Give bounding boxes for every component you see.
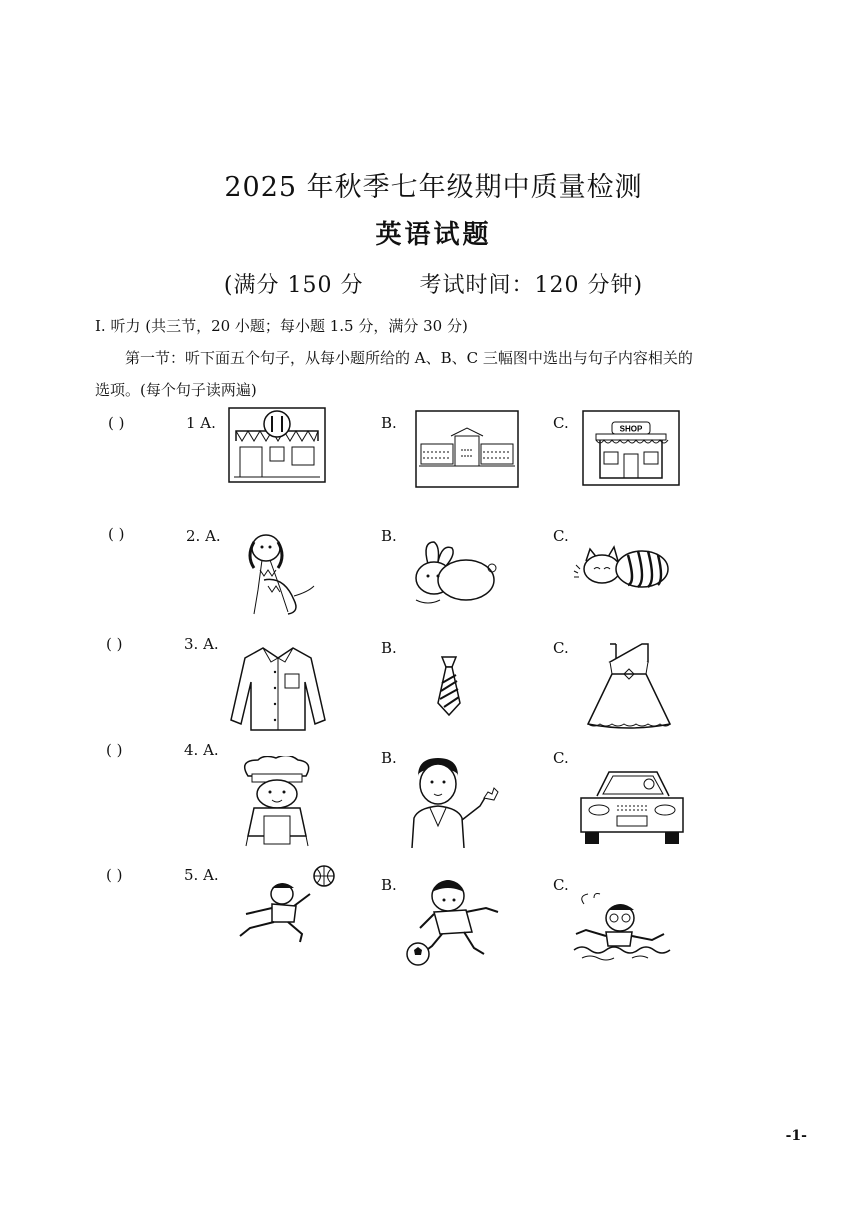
exam-time: 考试时间：120 分钟) (419, 273, 644, 298)
part1-instruction-cont: 选项。(每个句子读两遍) (95, 381, 257, 399)
option-b-label: B. (381, 639, 397, 657)
shop-icon (582, 410, 680, 486)
doctor-icon (408, 756, 500, 850)
swimmer-icon (572, 892, 672, 964)
answer-blank[interactable]: ( ) (108, 414, 125, 432)
answer-blank[interactable]: ( ) (106, 741, 123, 759)
option-c-label: C. (553, 876, 569, 894)
section-heading: I. 听力 (共三节，20 小题；每小题 1.5 分，满分 30 分) (95, 317, 468, 335)
question-label: 4. A. (184, 741, 219, 759)
soccer-player-icon (402, 874, 508, 968)
exam-subject: 英语试题 (375, 220, 492, 250)
exam-info (0, 268, 867, 299)
option-c-label: C. (553, 749, 569, 767)
full-score: (满分 150 分 (223, 273, 364, 298)
question-label: 5. A. (184, 866, 219, 884)
school-building-icon (415, 410, 519, 488)
tie-icon (434, 655, 464, 717)
option-b-label: B. (381, 414, 397, 432)
question-label: 3. A. (184, 635, 219, 653)
part1-instruction: 第一节：听下面五个句子，从每小题所给的 A、B、C 三幅图中选出与句子内容相关的 (125, 349, 693, 367)
dress-icon (586, 640, 672, 732)
option-c-label: C. (553, 639, 569, 657)
answer-blank[interactable]: ( ) (106, 866, 123, 884)
dog-icon (240, 530, 318, 618)
option-c-label: C. (553, 527, 569, 545)
option-c-label: C. (553, 414, 569, 432)
car-driver-icon (577, 766, 687, 848)
option-b-label: B. (381, 749, 397, 767)
basketball-player-icon (236, 864, 346, 944)
answer-blank[interactable]: ( ) (106, 635, 123, 653)
shirt-icon (229, 642, 327, 734)
exam-title: 2025 年秋季七年级期中质量检测 (224, 172, 643, 203)
question-label: 2. A. (186, 527, 221, 545)
shop-sign-text: SHOP (619, 424, 643, 434)
page-number: -1- (785, 1128, 807, 1144)
option-b-label: B. (381, 876, 397, 894)
restaurant-icon (228, 407, 326, 483)
option-b-label: B. (381, 527, 397, 545)
cat-icon (572, 541, 674, 591)
answer-blank[interactable]: ( ) (108, 525, 125, 543)
question-label: 1 A. (186, 414, 216, 432)
rabbit-icon (408, 538, 498, 610)
cook-icon (234, 756, 320, 850)
